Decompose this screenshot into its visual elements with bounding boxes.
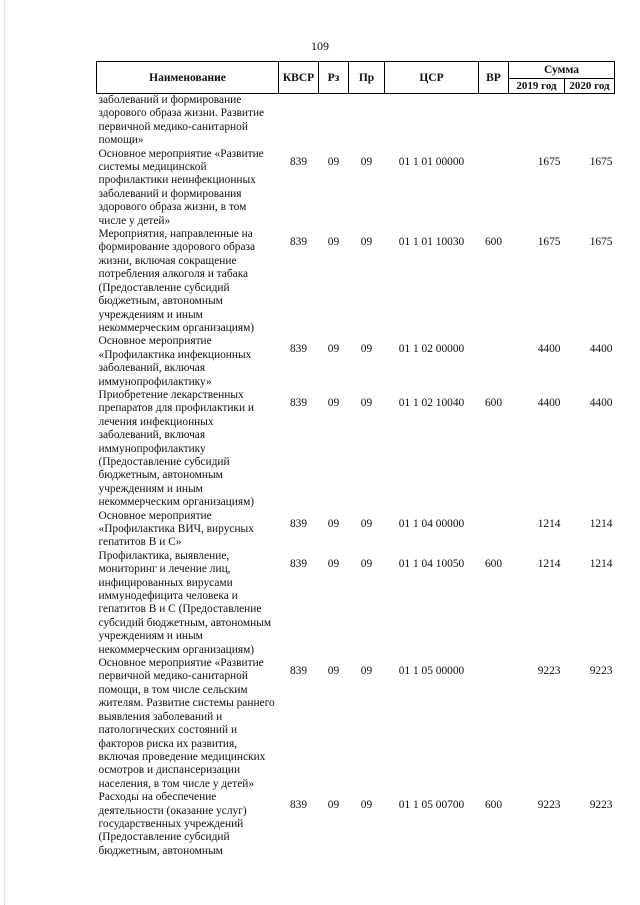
row-vr: 600 <box>484 557 503 570</box>
table-row <box>97 550 615 657</box>
row-pr: 09 <box>360 517 373 530</box>
row-sum-2019: 4400 <box>537 343 561 356</box>
table-row <box>97 335 615 389</box>
row-csr <box>385 94 479 148</box>
row-pr: 09 <box>360 236 373 249</box>
header-kvsr: КВСР <box>279 62 319 94</box>
table-row <box>97 148 615 228</box>
row-name: Основное мероприятие «Профилактика инфекционных заболеваний, включая иммунопрофилактику» <box>98 335 252 388</box>
row-sum-2020: 9223 <box>589 799 613 812</box>
row-pr: 09 <box>360 799 373 812</box>
row-kvsr: 839 <box>289 155 308 168</box>
row-pr: 09 <box>360 557 373 570</box>
budget-table <box>96 61 615 858</box>
row-name: Основное мероприятие «Профилактика ВИЧ, вирусных гепатитов В и С» <box>98 509 254 549</box>
row-name: Мероприятия, направленные на формирование здорового образа жизни, включая сокращение потребления алкоголя и табака (Предоставление субсидий бюджетным, автономным учреждениям и иным некоммерческим организациям) <box>98 228 256 334</box>
row-sum-2019 <box>509 94 565 148</box>
row-sum-2019: 1214 <box>537 517 561 530</box>
row-vr <box>479 335 509 389</box>
row-name: Приобретение лекарственных препаратов для профилактики и лечения инфекционных заболеваний, включая иммунопрофилактику (Предоставление субсидий бюджетным, автономным учреждениям и иным некоммерческим организациям) <box>98 388 255 509</box>
row-sum-2019: 4400 <box>537 396 561 409</box>
row-rz: 09 <box>327 155 340 168</box>
row-rz: 09 <box>327 236 340 249</box>
row-sum-2019: 9223 <box>537 665 561 678</box>
row-pr: 09 <box>360 396 373 409</box>
table-row <box>97 791 615 858</box>
table-row <box>97 389 615 510</box>
row-rz: 09 <box>327 557 340 570</box>
table-body <box>97 94 615 859</box>
table-header <box>97 62 615 94</box>
row-pr: 09 <box>360 343 373 356</box>
row-vr <box>479 94 509 148</box>
page-number: 109 <box>311 39 329 53</box>
row-rz <box>319 94 349 148</box>
row-vr <box>479 657 509 791</box>
row-sum-2019: 1675 <box>537 155 561 168</box>
row-sum-2019: 1214 <box>537 557 561 570</box>
row-csr: 01 1 02 10040 <box>398 396 465 409</box>
header-vr: ВР <box>479 62 509 94</box>
row-vr: 600 <box>484 236 503 249</box>
scan-edge-line <box>4 0 6 905</box>
row-sum-2020: 1214 <box>589 517 613 530</box>
row-csr: 01 1 01 10030 <box>398 236 465 249</box>
row-pr: 09 <box>360 155 373 168</box>
row-sum-2020: 9223 <box>589 665 613 678</box>
row-rz: 09 <box>327 517 340 530</box>
header-year-2019: 2019 год <box>509 79 565 94</box>
row-rz: 09 <box>327 343 340 356</box>
row-csr: 01 1 04 00000 <box>398 517 465 530</box>
row-vr <box>479 510 509 550</box>
row-kvsr: 839 <box>289 665 308 678</box>
header-csr: ЦСР <box>385 62 479 94</box>
row-sum-2019: 1675 <box>537 236 561 249</box>
row-name: заболеваний и формирование здорового образа жизни. Развитие первичной медико-санитарной помощи» <box>98 94 265 147</box>
row-pr <box>349 94 385 148</box>
row-csr: 01 1 05 00700 <box>398 799 465 812</box>
row-name: Расходы на обеспечение деятельности (оказание услуг) государственных учреждений (Предоставление субсидий бюджетным, автономным <box>98 791 247 857</box>
row-rz: 09 <box>327 396 340 409</box>
row-rz: 09 <box>327 799 340 812</box>
row-kvsr: 839 <box>289 557 308 570</box>
row-csr: 01 1 04 10050 <box>398 557 465 570</box>
row-sum-2020: 4400 <box>589 343 613 356</box>
row-kvsr: 839 <box>289 236 308 249</box>
row-kvsr: 839 <box>289 343 308 356</box>
row-sum-2020: 1214 <box>589 557 613 570</box>
row-csr: 01 1 01 00000 <box>398 155 465 168</box>
row-sum-2020: 1675 <box>589 236 613 249</box>
row-rz: 09 <box>327 665 340 678</box>
row-csr: 01 1 05 00000 <box>398 665 465 678</box>
row-csr: 01 1 02 00000 <box>398 343 465 356</box>
row-kvsr: 839 <box>289 396 308 409</box>
row-vr <box>479 148 509 228</box>
row-sum-2020: 1675 <box>589 155 613 168</box>
row-name: Профилактика, выявление, мониторинг и лечение лиц, инфицированных вирусами иммунодефицита человека и гепатитов В и С (Предоставление субсидий бюджетным, автономным учреждениям и иным некоммерческим организациям) <box>98 549 272 656</box>
table-row <box>97 94 615 148</box>
table-row <box>97 657 615 791</box>
row-kvsr: 839 <box>289 517 308 530</box>
row-sum-2020: 4400 <box>589 396 613 409</box>
header-year-2020: 2020 год <box>565 79 615 94</box>
row-name: Основное мероприятие «Развитие системы медицинской профилактики неинфекционных заболеваний и формирования здорового образа жизни, в том числе у детей» <box>98 147 264 227</box>
row-vr: 600 <box>484 396 503 409</box>
header-pr: Пр <box>349 62 385 94</box>
table-row <box>97 510 615 550</box>
table-row <box>97 228 615 335</box>
row-pr: 09 <box>360 665 373 678</box>
header-sum: Сумма <box>509 62 615 79</box>
row-kvsr: 839 <box>289 799 308 812</box>
row-sum-2019: 9223 <box>537 799 561 812</box>
row-name: Основное мероприятие «Развитие первичной медико-санитарной помощи, в том числе сельским жителям. Развитие системы раннего выявления заболеваний и патологических состояний и факторов риска их развития, включая проведение медицинских осмотров и диспансеризации населения, в том числе у детей» <box>98 657 275 790</box>
header-name: Наименование <box>97 62 279 94</box>
header-rz: Рз <box>319 62 349 94</box>
row-vr: 600 <box>484 799 503 812</box>
row-kvsr <box>279 94 319 148</box>
row-sum-2020 <box>565 94 615 148</box>
